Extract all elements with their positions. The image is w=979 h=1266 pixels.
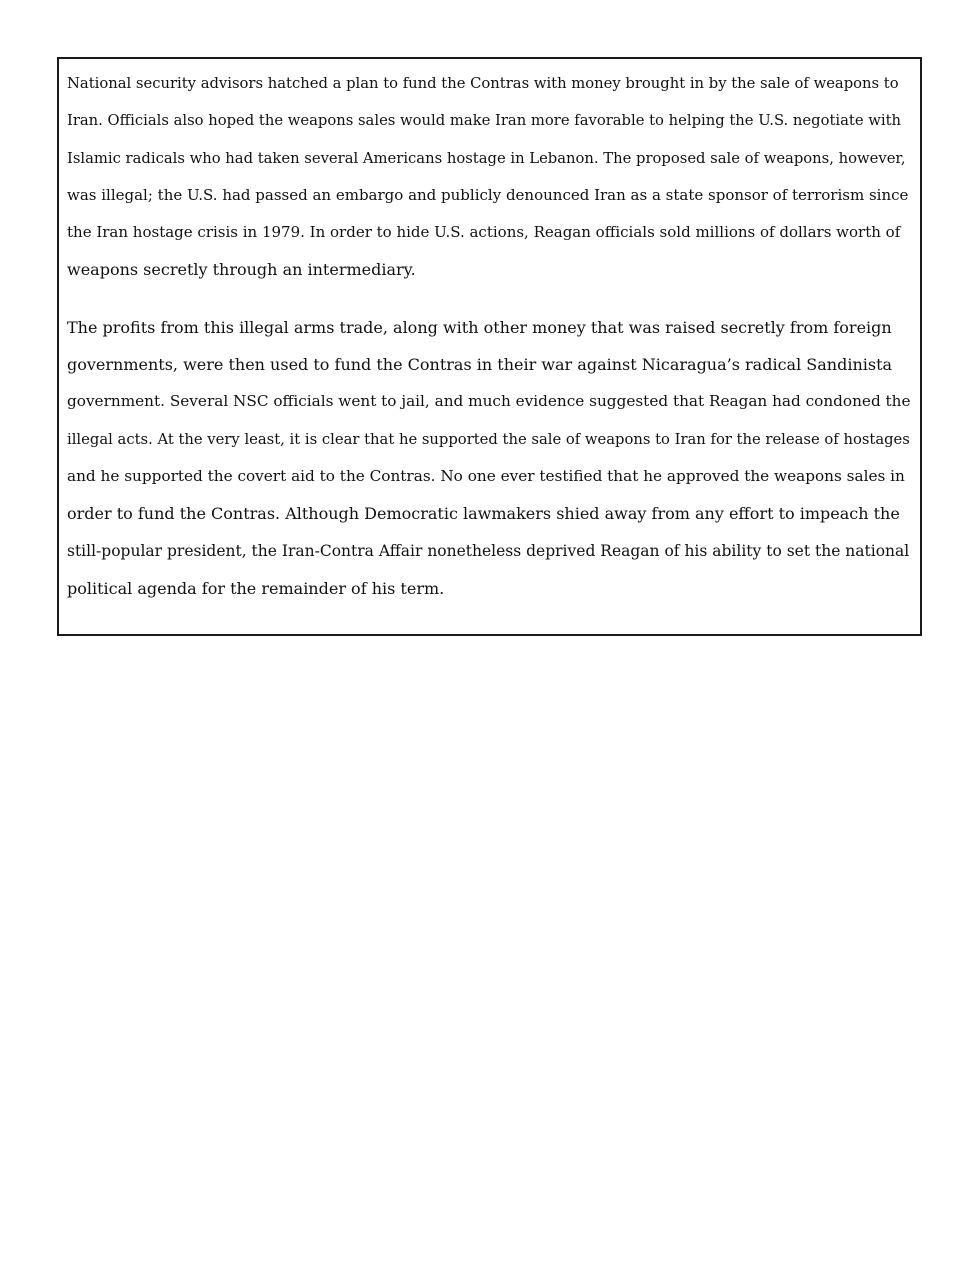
- text-line: The profits from this illegal arms trade, along with other money that was raised secretly from foreign: [67, 317, 892, 337]
- text-line: Iran. Officials also hoped the weapons sales would make Iran more favorable to helping the U.S. negotiate with: [67, 112, 902, 130]
- text-line: National security advisors hatched a plan to fund the Contras with money brought in by the sale of weapons to: [67, 75, 899, 92]
- bordered-text-box: [57, 57, 922, 636]
- paragraph-2: [67, 309, 912, 607]
- text-line: the Iran hostage crisis in 1979. In order to hide U.S. actions, Reagan officials sold millions of dollars worth of: [67, 223, 901, 242]
- text-line: government. Several NSC officials went to jail, and much evidence suggested that Reagan had condoned the: [67, 392, 911, 411]
- text-line: and he supported the covert aid to the Contras. No one ever testified that he approved the weapons sales in: [67, 466, 905, 485]
- text-line: political agenda for the remainder of his term.: [67, 578, 445, 598]
- text-line: still-popular president, the Iran-Contra Affair nonetheless deprived Reagan of his ability to set the national: [67, 541, 910, 560]
- text-line: governments, were then used to fund the Contras in their war against Nicaragua’s radical Sandinista: [67, 355, 893, 375]
- text-line: Islamic radicals who had taken several Americans hostage in Lebanon. The proposed sale of weapons, however,: [67, 149, 906, 167]
- paragraph-1: [67, 65, 912, 289]
- text-line: was illegal; the U.S. had passed an embargo and publicly denounced Iran as a state sponsor of terrorism since: [67, 185, 909, 204]
- text-line: weapons secretly through an intermediary.: [67, 260, 416, 280]
- text-line: order to fund the Contras. Although Democratic lawmakers shied away from any effort to impeach the: [67, 504, 900, 524]
- text-line: illegal acts. At the very least, it is clear that he supported the sale of weapons to Iran for the release of hostages: [67, 430, 910, 448]
